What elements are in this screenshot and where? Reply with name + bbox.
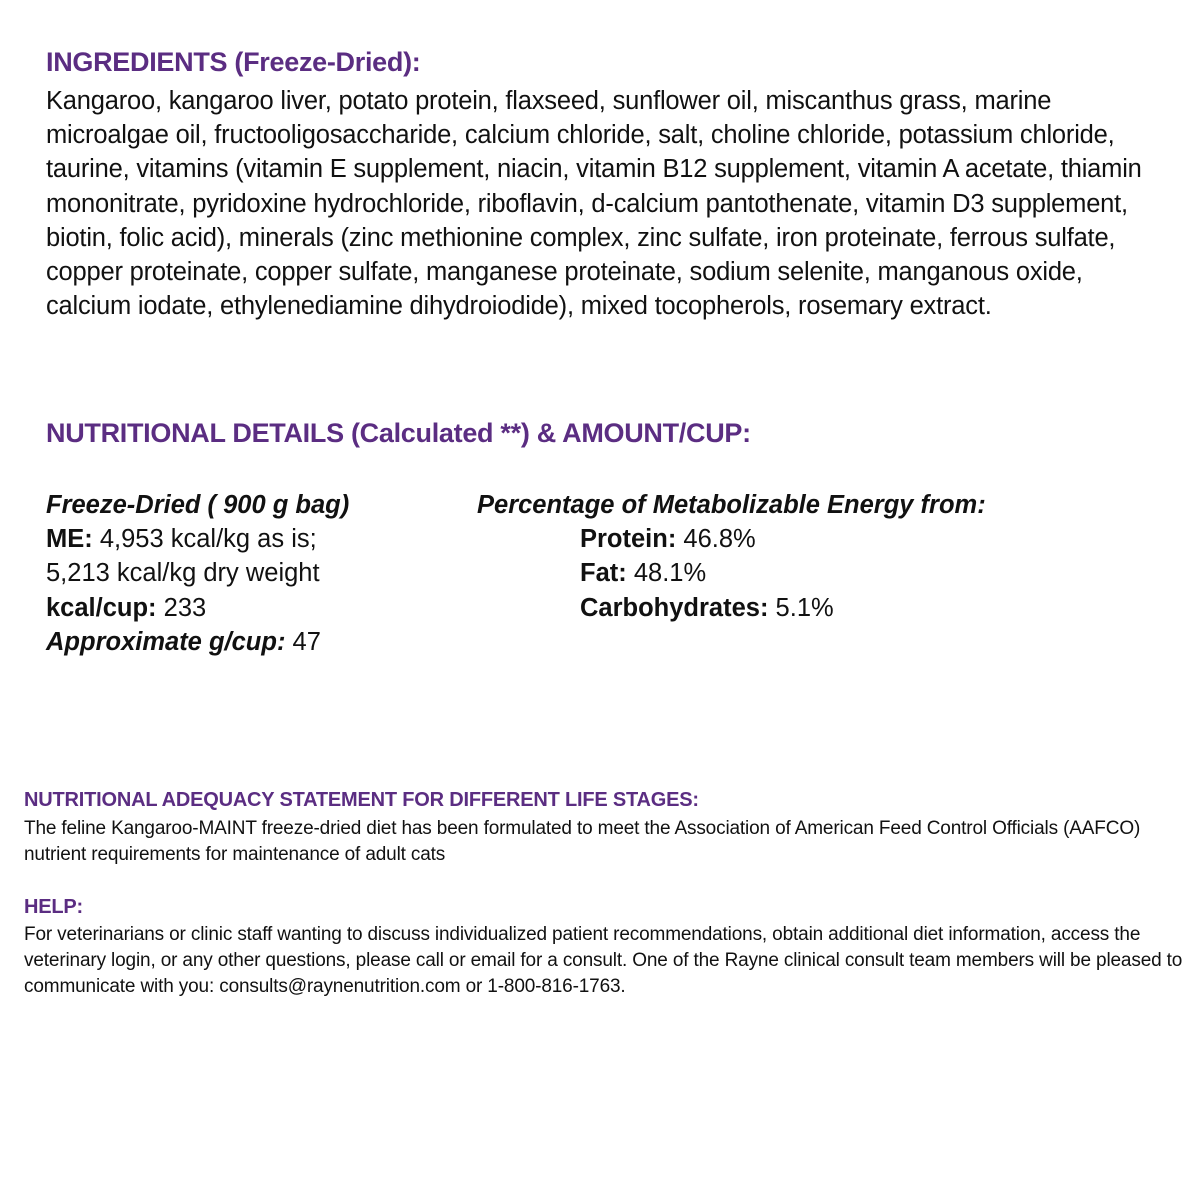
kcal-value: 233 (156, 593, 207, 622)
help-text: For veterinarians or clinic staff wanting to discuss individualized patient recommendations, obtain additional diet information, access the veterinary login, or any other questions, please call or email for a consult. One of the Rayne clinical consult team members will be pleased to communicate with you: consults@raynenutrition.com or 1-800-816-1763. (24, 924, 1183, 997)
fat-row (477, 556, 986, 590)
me-label: ME: (46, 525, 93, 554)
product-format-title: Freeze-Dried ( 900 g bag) (46, 491, 350, 519)
fat-label: Fat: (580, 559, 627, 588)
adequacy-text: The feline Kangaroo-MAINT freeze-dried diet has been formulated to meet the Association of American Feed Control Officials (AAFCO) nutrient requirements for maintenance of adult cats (24, 818, 1141, 865)
me-value: 4,953 kcal/kg as is; (92, 525, 317, 554)
carb-row (477, 591, 986, 625)
protein-row (477, 522, 986, 556)
gcup-row (46, 625, 349, 659)
carb-value: 5.1% (768, 593, 834, 622)
nutrition-right-column (477, 488, 986, 625)
ingredients-heading: INGREDIENTS (Freeze-Dried): (46, 47, 421, 77)
me-row (46, 522, 349, 556)
energy-title: Percentage of Metabolizable Energy from: (477, 491, 986, 519)
gcup-label: Approximate g/cup: (46, 627, 286, 656)
fat-value: 48.1% (626, 559, 707, 588)
adequacy-heading: NUTRITIONAL ADEQUACY STATEMENT FOR DIFFERENT LIFE STAGES: (24, 789, 699, 811)
nutrition-left-column (46, 488, 349, 659)
me-dry-weight: 5,213 kcal/kg dry weight (46, 559, 320, 588)
nutrition-heading: NUTRITIONAL DETAILS (Calculated **) & AMOUNT/CUP: (46, 418, 751, 448)
kcal-label: kcal/cup: (46, 593, 157, 622)
carb-label: Carbohydrates: (580, 593, 769, 622)
gcup-value: 47 (285, 627, 321, 656)
help-heading: HELP: (24, 896, 84, 918)
protein-label: Protein: (580, 525, 677, 554)
ingredients-text: Kangaroo, kangaroo liver, potato protein, flaxseed, sunflower oil, miscanthus grass, marine microalgae oil, fructooligosaccharide, calcium chloride, salt, choline chloride, potassium chloride, taurine, vitamins (vitamin E supplement, niacin, vitamin B12 supplement, vitamin A acetate, thiamin mononitrate, pyridoxine hydrochloride, riboflavin, d-calcium pantothenate, vitamin D3 supplement, biotin, folic acid), minerals (zinc methionine complex, zinc sulfate, iron proteinate, ferrous sulfate, copper proteinate, copper sulfate, manganese proteinate, sodium selenite, manganous oxide, calcium iodate, ethylenediamine dihydroiodide), mixed tocopherols, rosemary extract. (46, 87, 1142, 321)
protein-value: 46.8% (676, 525, 756, 554)
kcal-row (46, 591, 349, 625)
